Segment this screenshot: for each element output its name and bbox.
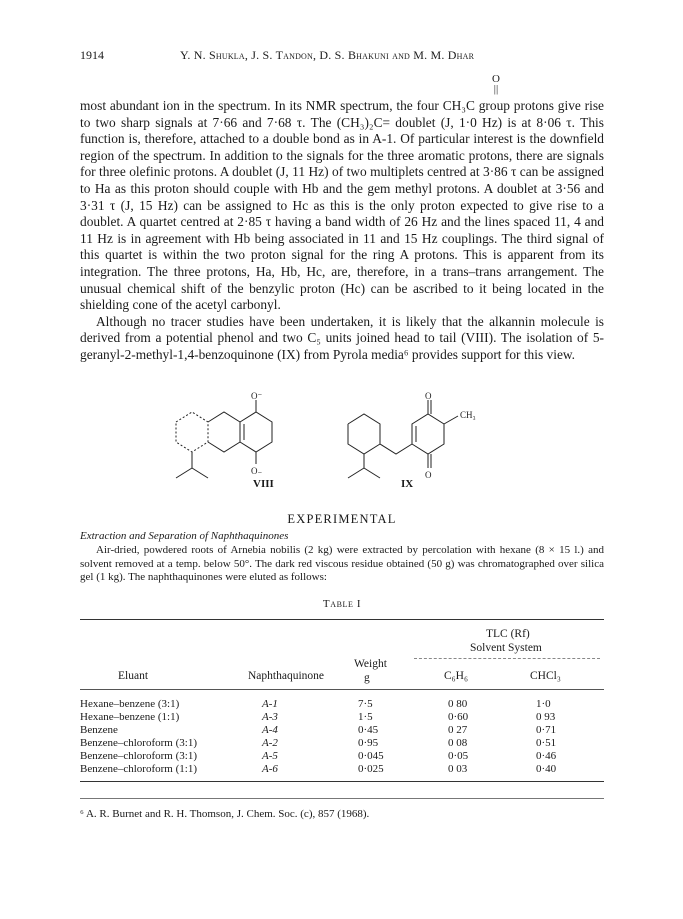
cell-eluant: Benzene–chloroform (3:1) <box>80 737 197 749</box>
ix-methyl-label: CH₃ <box>460 410 476 420</box>
body-paragraph-2: Although no tracer studies have been undertaken, it is likely that the alkannin molecule is derived from a potential phenol and two C₅ units joined head to tail (VIII). The isolation of 5-geranyl-2-methyl-1,4-benzoquinone (IX) from Pyrola media⁶ provides support for this view. <box>80 313 604 362</box>
cell-rf-chcl3: 0·46 <box>536 750 557 762</box>
viii-middle-ring <box>208 412 240 452</box>
cell-weight: 0·45 <box>358 724 379 736</box>
cell-rf-chcl3: 1·0 <box>536 698 551 710</box>
table-top-rule <box>80 619 604 620</box>
ix-oxygen-top: O <box>425 392 432 401</box>
cell-eluant: Benzene–chloroform (3:1) <box>80 750 197 762</box>
cell-naphthaquinone: A-2 <box>262 737 278 749</box>
column-header-weight-unit: g <box>364 672 370 684</box>
cell-eluant: Hexane–benzene (3:1) <box>80 698 180 710</box>
experimental-heading: EXPERIMENTAL <box>287 512 397 526</box>
cell-rf-c6h6: 0·05 <box>448 750 469 762</box>
extraction-subheading: Extraction and Separation of Naphthaquinones <box>80 530 289 542</box>
cell-rf-c6h6: 0 27 <box>448 724 468 736</box>
cell-naphthaquinone: A-4 <box>262 724 278 736</box>
column-header-weight: Weight <box>354 658 387 670</box>
cell-rf-chcl3: 0·40 <box>536 763 557 775</box>
viii-oxygen-bottom: O₋ <box>251 466 263 476</box>
column-header-c6h6: C₆H₆ <box>444 670 468 682</box>
cell-eluant: Hexane–benzene (1:1) <box>80 711 180 723</box>
table-bottom-rule <box>80 781 604 782</box>
ix-quinone-ring <box>412 414 444 454</box>
cell-naphthaquinone: A-5 <box>262 750 278 762</box>
carbonyl-oxygen: O <box>492 73 500 85</box>
carbonyl-double-bond: || <box>493 83 499 95</box>
solvent-header-rule <box>414 658 600 659</box>
viii-quinone-ring <box>240 412 272 452</box>
cell-rf-c6h6: 0 80 <box>448 698 468 710</box>
tlc-header: TLC (Rf) <box>486 628 530 640</box>
cell-weight: 0·95 <box>358 737 379 749</box>
column-header-eluant: Eluant <box>118 670 149 682</box>
viii-dashed-ring <box>176 412 208 452</box>
cell-weight: 1·5 <box>358 711 373 723</box>
body-text <box>80 98 604 364</box>
cell-naphthaquinone: A-6 <box>262 763 278 775</box>
cell-naphthaquinone: A-3 <box>262 711 278 723</box>
cell-rf-chcl3: 0 93 <box>536 711 556 723</box>
ix-oxygen-bottom: O <box>425 470 432 480</box>
viii-oxygen-top: O⁻ <box>251 392 263 401</box>
experimental-paragraph: Air-dried, powdered roots of Arnebia nobilis (2 kg) were extracted by percolation with hexane (8 × 15 l.) and solvent removed at a temp. below 50°. The dark red viscous residue obtained (50 g) was chromatographed over silica gel (1 kg). The naphthaquinones were eluted as follows: <box>80 544 604 584</box>
structure-label-ix: IX <box>401 478 414 490</box>
page-number: 1914 <box>80 48 104 62</box>
ix-geranyl-chain <box>348 414 412 454</box>
carbonyl-annotation <box>492 74 500 94</box>
column-header-chcl3: CHCl₃ <box>530 670 561 682</box>
cell-weight: 0·025 <box>358 763 384 775</box>
solvent-system-header: Solvent System <box>470 642 542 654</box>
cell-rf-chcl3: 0·71 <box>536 724 557 736</box>
footnote-rule <box>80 798 604 799</box>
cell-weight: 7·5 <box>358 698 373 710</box>
running-head-authors: Y. N. Shukla, J. S. Tandon, D. S. Bhakuni and M. M. Dhar <box>180 48 475 62</box>
cell-rf-chcl3: 0·51 <box>536 737 557 749</box>
cell-eluant: Benzene <box>80 724 118 736</box>
cell-rf-c6h6: 0 08 <box>448 737 468 749</box>
structure-ix <box>348 400 458 478</box>
body-paragraph-1: most abundant ion in the spectrum. In its NMR spectrum, the four CH₃C group protons give rise to two sharp signals at 7·66 and 7·68 τ. The (CH₃)₂C= doublet (J, 1·0 Hz) is at 8·06 τ. This function is, therefore, attached to a double bond as in A-1. Of particular interest is the downfield region of the spectrum. In addition to the signals for the three aromatic protons, there are signals for three olefinic protons. A doublet (J, 11 Hz) of two multiplets centred at 3·86 τ can be assigned to Ha as this proton should couple with Hb and the gem methyl protons. A doublet at 3·56 and 3·31 τ (J, 15 Hz) can be assigned to Hc as this is the only proton expected to give rise to a doublet. A quartet centred at 2·85 τ having a band width of 26 Hz and the lines spaced 11, 4 and 11 Hz is in agreement with Hb being associated in 11 and 15 Hz couplings. The third signal of this quartet is within the two proton signal for the ring A protons. This is apparent from its integration. The three protons, Ha, Hb, Hc, are, therefore, in a trans–trans arrangement. The unusual chemical shift of the benzylic proton (Hc) can be ascribed to it being located in the shielding cone of the acetyl carbonyl. <box>80 98 604 313</box>
structure-label-viii: VIII <box>253 478 274 490</box>
table-header-rule <box>80 689 604 690</box>
column-header-naphthaquinone: Naphthaquinone <box>248 670 325 682</box>
cell-naphthaquinone: A-1 <box>262 698 278 710</box>
chemical-structures <box>160 392 520 500</box>
table-title: Table I <box>322 598 362 610</box>
footnote: ⁶ A. R. Burnet and R. H. Thomson, J. Chem. Soc. (c), 857 (1968). <box>80 808 370 820</box>
cell-rf-c6h6: 0·60 <box>448 711 469 723</box>
cell-weight: 0·045 <box>358 750 384 762</box>
cell-rf-c6h6: 0 03 <box>448 763 468 775</box>
cell-eluant: Benzene–chloroform (1:1) <box>80 763 197 775</box>
